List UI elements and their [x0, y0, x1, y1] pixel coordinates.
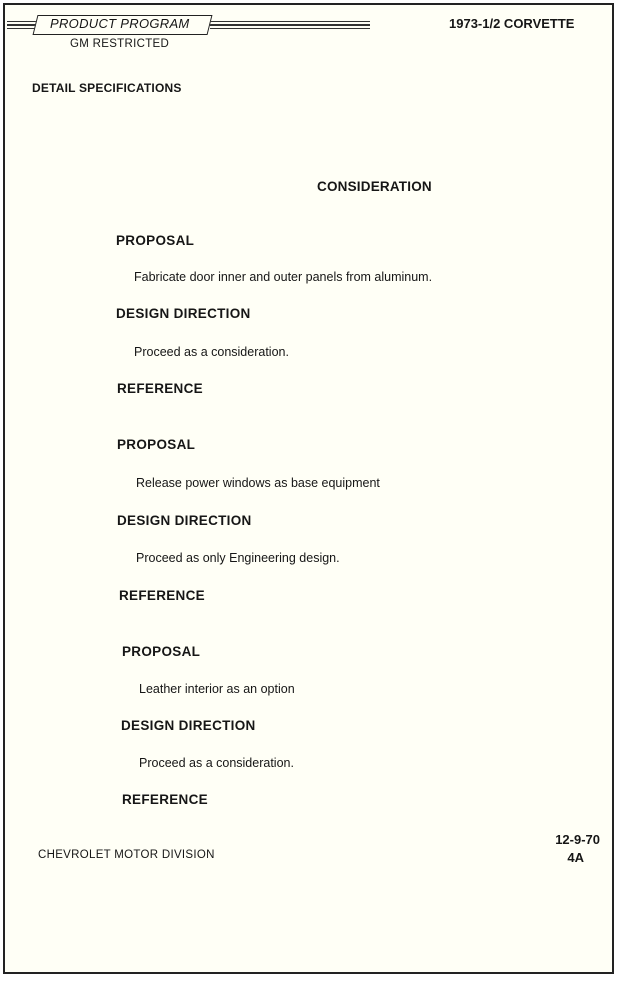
design-direction-text: Proceed as only Engineering design.	[136, 551, 340, 565]
division-label: CHEVROLET MOTOR DIVISION	[38, 849, 215, 861]
design-direction-label: DESIGN DIRECTION	[116, 306, 251, 321]
document-date: 12-9-70	[555, 832, 600, 847]
proposal-label: PROPOSAL	[116, 233, 195, 248]
page-number: 4A	[567, 850, 584, 865]
header-rule-left	[7, 21, 37, 31]
header-rule-right	[210, 21, 370, 31]
proposal-label: PROPOSAL	[117, 437, 196, 452]
design-direction-label: DESIGN DIRECTION	[117, 513, 252, 528]
proposal-label: PROPOSAL	[122, 644, 201, 659]
reference-label: REFERENCE	[117, 381, 203, 396]
proposal-text: Leather interior as an option	[139, 682, 295, 696]
design-direction-text: Proceed as a consideration.	[134, 345, 289, 359]
design-direction-label: DESIGN DIRECTION	[121, 718, 256, 733]
reference-label: REFERENCE	[122, 792, 208, 807]
model-title: 1973-1/2 CORVETTE	[449, 16, 575, 31]
restriction-label: GM RESTRICTED	[70, 38, 170, 50]
design-direction-text: Proceed as a consideration.	[139, 756, 294, 770]
proposal-text: Fabricate door inner and outer panels from aluminum.	[134, 270, 433, 284]
proposal-text: Release power windows as base equipment	[136, 476, 380, 490]
status-heading: CONSIDERATION	[317, 179, 432, 194]
program-badge-label: PRODUCT PROGRAM	[50, 16, 190, 31]
section-title: DETAIL SPECIFICATIONS	[32, 81, 182, 95]
reference-label: REFERENCE	[119, 588, 205, 603]
